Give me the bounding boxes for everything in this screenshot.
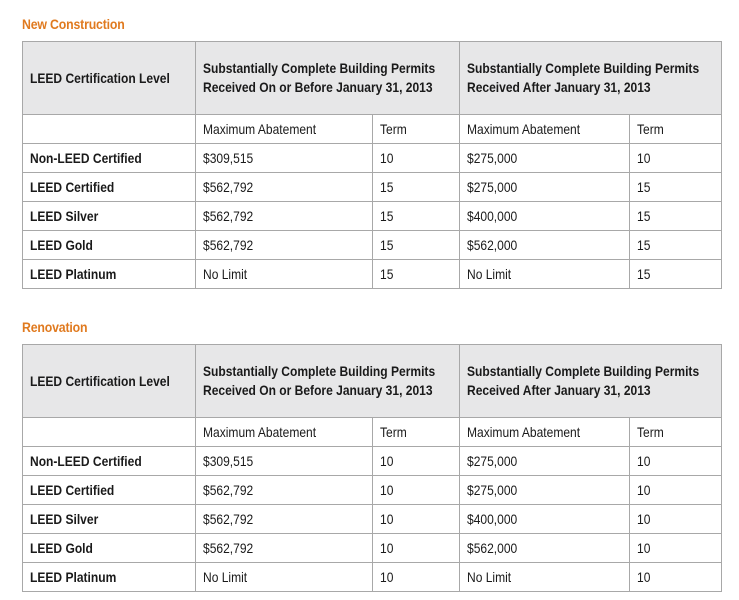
max-abatement-cell: $400,000	[460, 505, 630, 534]
max-abatement-cell: $562,792	[196, 476, 373, 505]
header-after-jan-31: Substantially Complete Building Permits Received After January 31, 2013	[460, 42, 722, 115]
term-cell: 10	[630, 505, 722, 534]
max-abatement-cell: $309,515	[196, 144, 373, 173]
level-cell: LEED Platinum	[23, 563, 196, 592]
term-cell: 15	[373, 202, 460, 231]
table-row	[23, 447, 722, 476]
max-abatement-cell: No Limit	[460, 563, 630, 592]
table-header-row	[23, 345, 722, 418]
table-row	[23, 534, 722, 563]
max-abatement-cell: $275,000	[460, 447, 630, 476]
level-cell: Non-LEED Certified	[23, 144, 196, 173]
section-title-renovation: Renovation	[22, 319, 88, 335]
term-cell: 10	[630, 144, 722, 173]
level-cell: LEED Certified	[23, 476, 196, 505]
table-row	[23, 505, 722, 534]
max-abatement-cell: $562,792	[196, 231, 373, 260]
term-cell: 15	[630, 260, 722, 289]
term-cell: 10	[373, 476, 460, 505]
subheader-blank	[23, 115, 196, 144]
subheader-term: Term	[630, 418, 722, 447]
table-row	[23, 260, 722, 289]
term-cell: 10	[373, 447, 460, 476]
subheader-max-abatement: Maximum Abatement	[460, 418, 630, 447]
max-abatement-cell: $309,515	[196, 447, 373, 476]
new-construction-table	[22, 41, 722, 289]
table-header-row	[23, 42, 722, 115]
table-row	[23, 173, 722, 202]
max-abatement-cell: $562,792	[196, 534, 373, 563]
table-row	[23, 202, 722, 231]
table-row	[23, 476, 722, 505]
max-abatement-cell: $275,000	[460, 144, 630, 173]
max-abatement-cell: $562,000	[460, 534, 630, 563]
subheader-max-abatement: Maximum Abatement	[196, 418, 373, 447]
term-cell: 15	[630, 231, 722, 260]
table-subheader-row	[23, 115, 722, 144]
subheader-max-abatement: Maximum Abatement	[196, 115, 373, 144]
term-cell: 10	[630, 534, 722, 563]
max-abatement-cell: No Limit	[460, 260, 630, 289]
term-cell: 10	[373, 563, 460, 592]
term-cell: 15	[373, 231, 460, 260]
subheader-term: Term	[630, 115, 722, 144]
header-before-jan-31: Substantially Complete Building Permits Received On or Before January 31, 2013	[196, 345, 460, 418]
level-cell: LEED Gold	[23, 231, 196, 260]
table-subheader-row	[23, 418, 722, 447]
max-abatement-cell: $562,792	[196, 202, 373, 231]
term-cell: 10	[630, 563, 722, 592]
level-cell: LEED Platinum	[23, 260, 196, 289]
max-abatement-cell: $562,000	[460, 231, 630, 260]
level-cell: LEED Silver	[23, 202, 196, 231]
header-after-jan-31: Substantially Complete Building Permits Received After January 31, 2013	[460, 345, 722, 418]
max-abatement-cell: $275,000	[460, 173, 630, 202]
level-cell: LEED Silver	[23, 505, 196, 534]
renovation-table	[22, 344, 722, 592]
table-row	[23, 144, 722, 173]
max-abatement-cell: $562,792	[196, 505, 373, 534]
subheader-blank	[23, 418, 196, 447]
term-cell: 10	[373, 534, 460, 563]
term-cell: 10	[630, 447, 722, 476]
header-level: LEED Certification Level	[23, 42, 196, 115]
header-before-jan-31: Substantially Complete Building Permits Received On or Before January 31, 2013	[196, 42, 460, 115]
term-cell: 15	[373, 260, 460, 289]
table-row	[23, 563, 722, 592]
max-abatement-cell: $275,000	[460, 476, 630, 505]
subheader-term: Term	[373, 418, 460, 447]
term-cell: 15	[630, 173, 722, 202]
term-cell: 10	[630, 476, 722, 505]
max-abatement-cell: $562,792	[196, 173, 373, 202]
table-row	[23, 231, 722, 260]
max-abatement-cell: No Limit	[196, 563, 373, 592]
subheader-term: Term	[373, 115, 460, 144]
section-title-new-construction: New Construction	[22, 16, 125, 32]
subheader-max-abatement: Maximum Abatement	[460, 115, 630, 144]
level-cell: Non-LEED Certified	[23, 447, 196, 476]
term-cell: 10	[373, 144, 460, 173]
level-cell: LEED Gold	[23, 534, 196, 563]
term-cell: 15	[373, 173, 460, 202]
max-abatement-cell: $400,000	[460, 202, 630, 231]
max-abatement-cell: No Limit	[196, 260, 373, 289]
term-cell: 15	[630, 202, 722, 231]
header-level: LEED Certification Level	[23, 345, 196, 418]
level-cell: LEED Certified	[23, 173, 196, 202]
term-cell: 10	[373, 505, 460, 534]
